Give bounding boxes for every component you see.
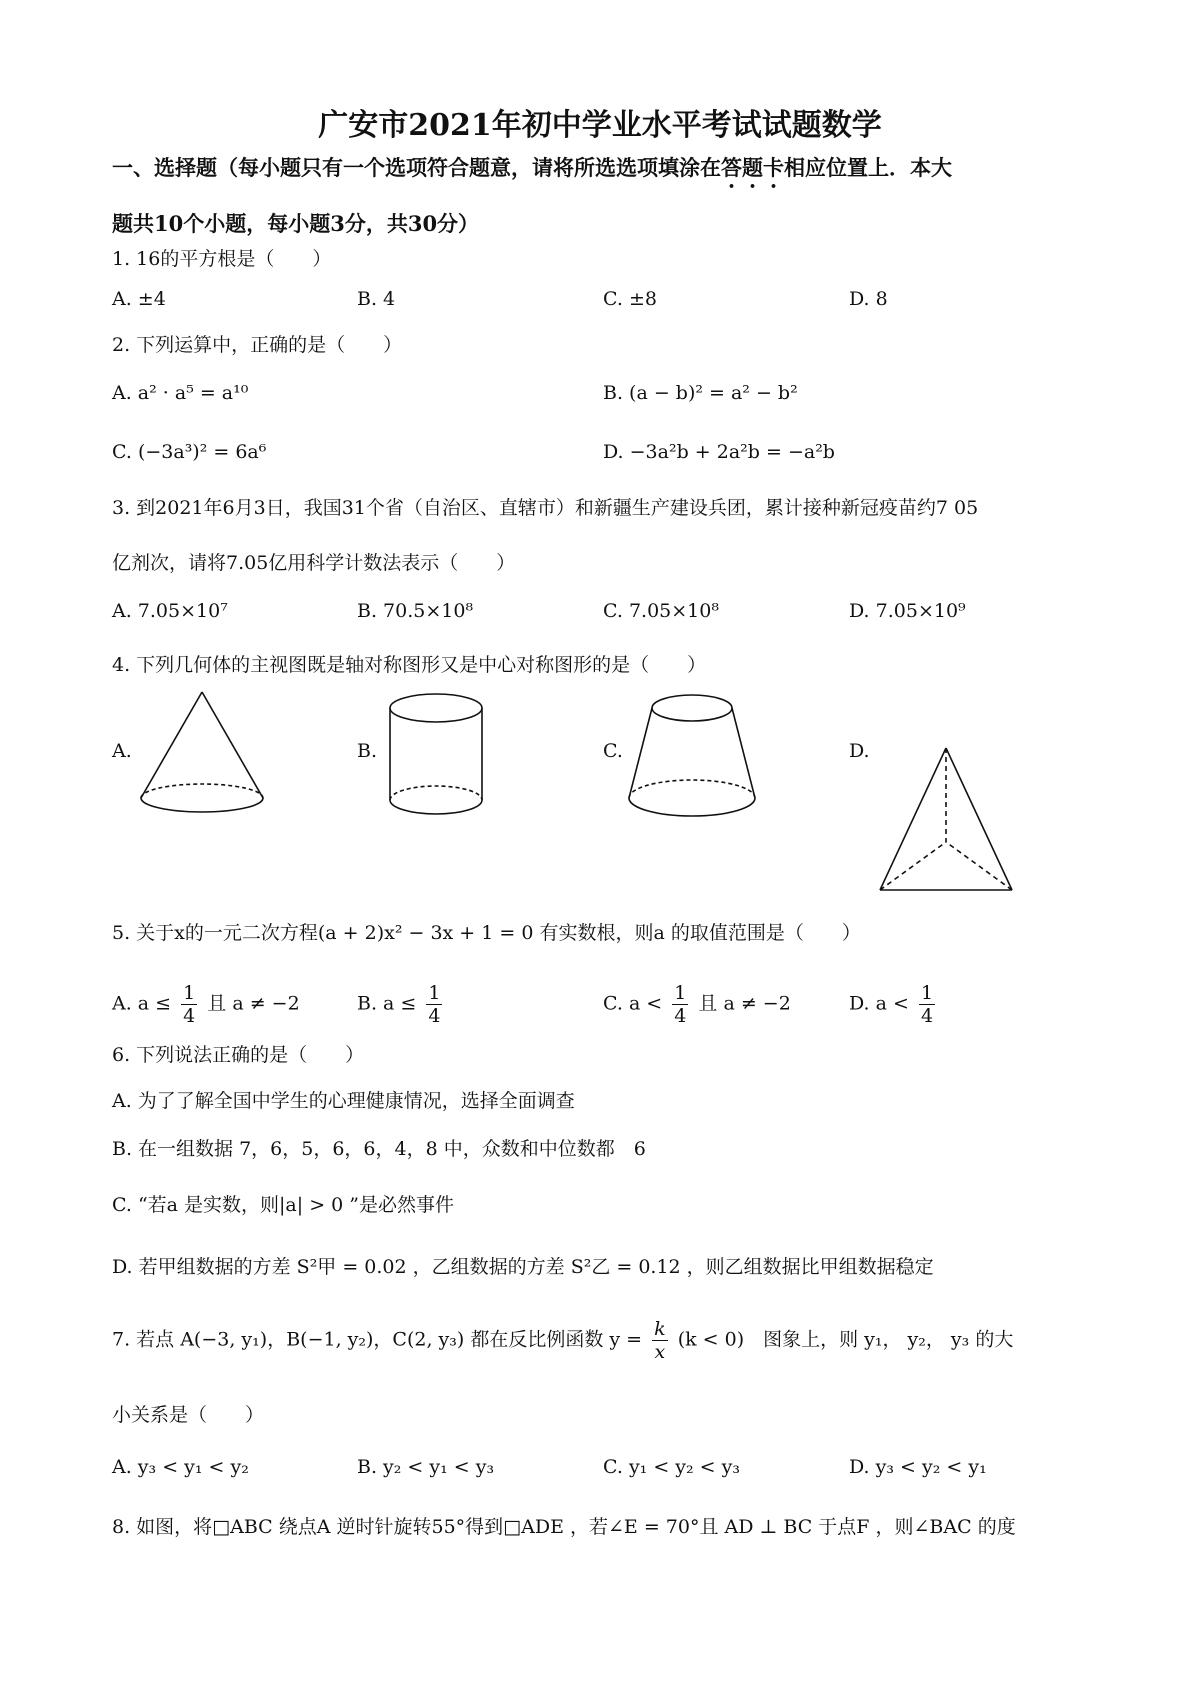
q5-b-prefix: B. a ≤ — [357, 992, 417, 1015]
q5-a-numerator: 1 — [183, 982, 196, 1004]
q1-stem: 1. 16的平方根是（ ） — [112, 248, 332, 270]
q6-option-b: B. 在一组数据 7，6，5，6，6，4，8 中，众数和中位数都 6 — [112, 1138, 646, 1160]
q5-c-suffix: 且 a ≠ −2 — [698, 992, 791, 1015]
q7-stem-line1 — [112, 1318, 1013, 1363]
q7-fraction — [652, 1318, 668, 1363]
q2-option-b: B. (a − b)² = a² − b² — [603, 382, 798, 404]
q7-stem-part1: 7. 若点 A(−3, y₁)，B(−1, y₂)，C(2, y₃) 都在反比例函数 y = — [112, 1328, 643, 1351]
q4-option-b: B. — [357, 740, 378, 762]
q5-a-denominator: 4 — [183, 1005, 196, 1027]
q5-d-fraction — [919, 982, 935, 1027]
q3-option-a: A. 7.05×10⁷ — [112, 600, 228, 622]
q8-stem: 8. 如图，将□ABC 绕点A 逆时针旋转55°得到□ADE ，若∠E = 70°且 AD ⊥ BC 于点F ，则∠BAC 的度 — [112, 1516, 1016, 1538]
q6-option-d: D. 若甲组数据的方差 S²甲 = 0.02 ，乙组数据的方差 S²乙 = 0.12 ，则乙组数据比甲组数据稳定 — [112, 1256, 934, 1278]
q6-option-c: C. “若a 是实数，则|a| > 0 ”是必然事件 — [112, 1194, 454, 1216]
q5-a-suffix: 且 a ≠ −2 — [207, 992, 300, 1015]
q1-option-b: B. 4 — [357, 288, 396, 310]
cone-figure — [138, 688, 266, 820]
q7-numerator: k — [654, 1318, 666, 1340]
q5-option-d — [849, 982, 939, 1027]
q3-option-c: C. 7.05×10⁸ — [603, 600, 719, 622]
section-heading-part1: 一、选择题（每小题只有一个选项符合题意，请将所选选项填涂在 — [112, 155, 721, 180]
q4-option-c: C. — [603, 740, 623, 762]
q1-option-d: D. 8 — [849, 288, 888, 310]
q5-option-a — [112, 982, 300, 1027]
q4-option-d: D. — [849, 740, 870, 762]
q7-option-c: C. y₁ < y₂ < y₃ — [603, 1456, 740, 1478]
section-heading-part2: 相应位置上．本大 — [784, 155, 952, 180]
q5-stem: 5. 关于x的一元二次方程(a + 2)x² − 3x + 1 = 0 有实数根，则a 的取值范围是（ ） — [112, 922, 861, 944]
q5-c-denominator: 4 — [674, 1005, 687, 1027]
q7-option-a: A. y₃ < y₁ < y₂ — [112, 1456, 249, 1478]
section-heading-emphasis: 答题卡 — [721, 155, 784, 180]
q2-option-d: D. −3a²b + 2a²b = −a²b — [603, 441, 835, 463]
q5-option-b — [357, 982, 446, 1027]
frustum-figure — [624, 688, 760, 820]
q5-c-numerator: 1 — [674, 982, 687, 1004]
q2-stem: 2. 下列运算中，正确的是（ ） — [112, 334, 403, 356]
q1-option-a: A. ±4 — [112, 288, 166, 310]
q4-stem: 4. 下列几何体的主视图既是轴对称图形又是中心对称图形的是（ ） — [112, 654, 707, 676]
q7-stem-line2: 小关系是（ ） — [112, 1404, 265, 1426]
q2-option-c: C. (−3a³)² = 6a⁶ — [112, 441, 267, 463]
q5-c-prefix: C. a < — [603, 992, 663, 1015]
q5-option-c — [603, 982, 791, 1027]
q5-b-numerator: 1 — [428, 982, 441, 1004]
q5-b-denominator: 4 — [428, 1005, 441, 1027]
page-title: 广安市2021年初中学业水平考试试题数学 — [318, 108, 882, 143]
q5-c-fraction — [672, 982, 688, 1027]
q3-option-b: B. 70.5×10⁸ — [357, 600, 474, 622]
q7-option-d: D. y₃ < y₂ < y₁ — [849, 1456, 987, 1478]
q7-denominator: x — [654, 1341, 666, 1363]
q5-a-fraction — [181, 982, 197, 1027]
q5-d-numerator: 1 — [920, 982, 934, 1004]
pyramid-figure — [876, 744, 1016, 896]
q3-stem-line2: 亿剂次，请将7.05亿用科学计数法表示（ ） — [112, 552, 516, 574]
q3-option-d: D. 7.05×10⁹ — [849, 600, 966, 622]
q6-option-a: A. 为了了解全国中学生的心理健康情况，选择全面调查 — [112, 1090, 575, 1112]
q7-stem-part2: (k < 0) 图象上，则 y₁， y₂， y₃ 的大 — [677, 1328, 1014, 1351]
section-heading-line1 — [112, 152, 952, 193]
q5-d-denominator: 4 — [920, 1005, 934, 1027]
q5-b-fraction — [426, 982, 442, 1027]
cylinder-figure — [386, 688, 486, 820]
q7-option-b: B. y₂ < y₁ < y₃ — [357, 1456, 495, 1478]
q1-option-c: C. ±8 — [603, 288, 657, 310]
q4-option-a: A. — [112, 740, 132, 762]
q5-d-prefix: D. a < — [849, 992, 909, 1015]
q6-stem: 6. 下列说法正确的是（ ） — [112, 1044, 365, 1066]
q2-option-a: A. a² · a⁵ = a¹⁰ — [112, 382, 249, 404]
section-heading-line2: 题共10个小题，每小题3分，共30分） — [112, 211, 480, 236]
q3-stem-line1: 3. 到2021年6月3日，我国31个省（自治区、直辖市）和新疆生产建设兵团，累计接种新冠疫苗约7 05 — [112, 497, 979, 519]
q5-a-prefix: A. a ≤ — [112, 992, 172, 1015]
